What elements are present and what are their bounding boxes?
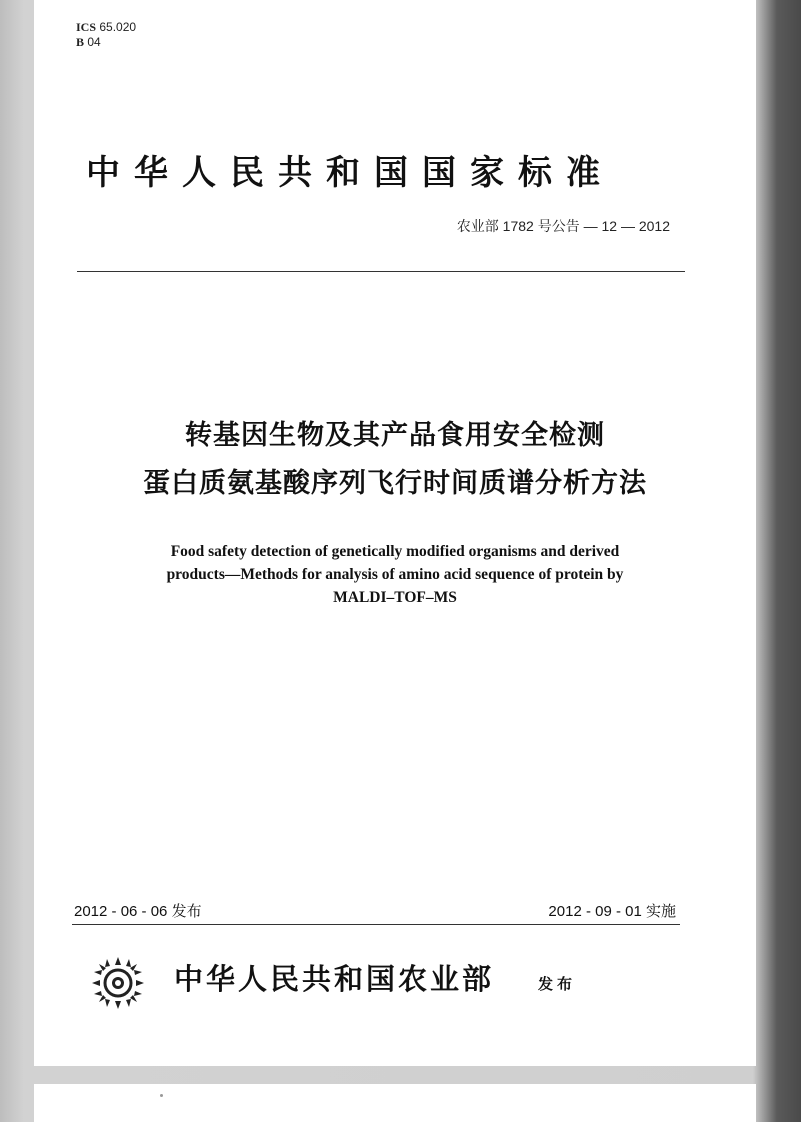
english-title <box>34 540 756 609</box>
issue-action-label: 发布 <box>538 975 577 993</box>
class-code: B 04 <box>76 35 101 49</box>
chinese-title-line-2: 蛋白质氨基酸序列飞行时间质谱分析方法 <box>143 468 647 499</box>
ics-code: ICS 65.020 <box>76 20 137 34</box>
document-page <box>34 0 756 1066</box>
issuer-block <box>90 951 650 1011</box>
header-divider <box>77 271 685 272</box>
standard-number: 农业部 1782 号公告 — 12 — 2012 <box>456 218 670 234</box>
ministry-emblem-icon <box>90 955 146 1011</box>
english-title-line-2: products—Methods for analysis of amino acid sequence of protein by <box>166 566 624 583</box>
national-standard-heading: 中华人民共和国国家标准 <box>86 153 614 193</box>
issue-date: 2012 - 06 - 06 发布 <box>74 903 202 920</box>
english-title-line-1: Food safety detection of genetically modified organisms and derived <box>170 543 620 560</box>
next-page-edge <box>34 1084 756 1122</box>
page-speck <box>160 1094 163 1097</box>
chinese-title <box>34 412 756 508</box>
date-row <box>72 900 680 925</box>
classification-codes <box>76 20 136 50</box>
effective-date: 2012 - 09 - 01 实施 <box>548 903 676 920</box>
chinese-title-line-1: 转基因生物及其产品食用安全检测 <box>185 420 605 451</box>
issuing-authority: 中华人民共和国农业部 <box>174 962 495 996</box>
english-title-line-3: MALDI–TOF–MS <box>333 589 457 606</box>
